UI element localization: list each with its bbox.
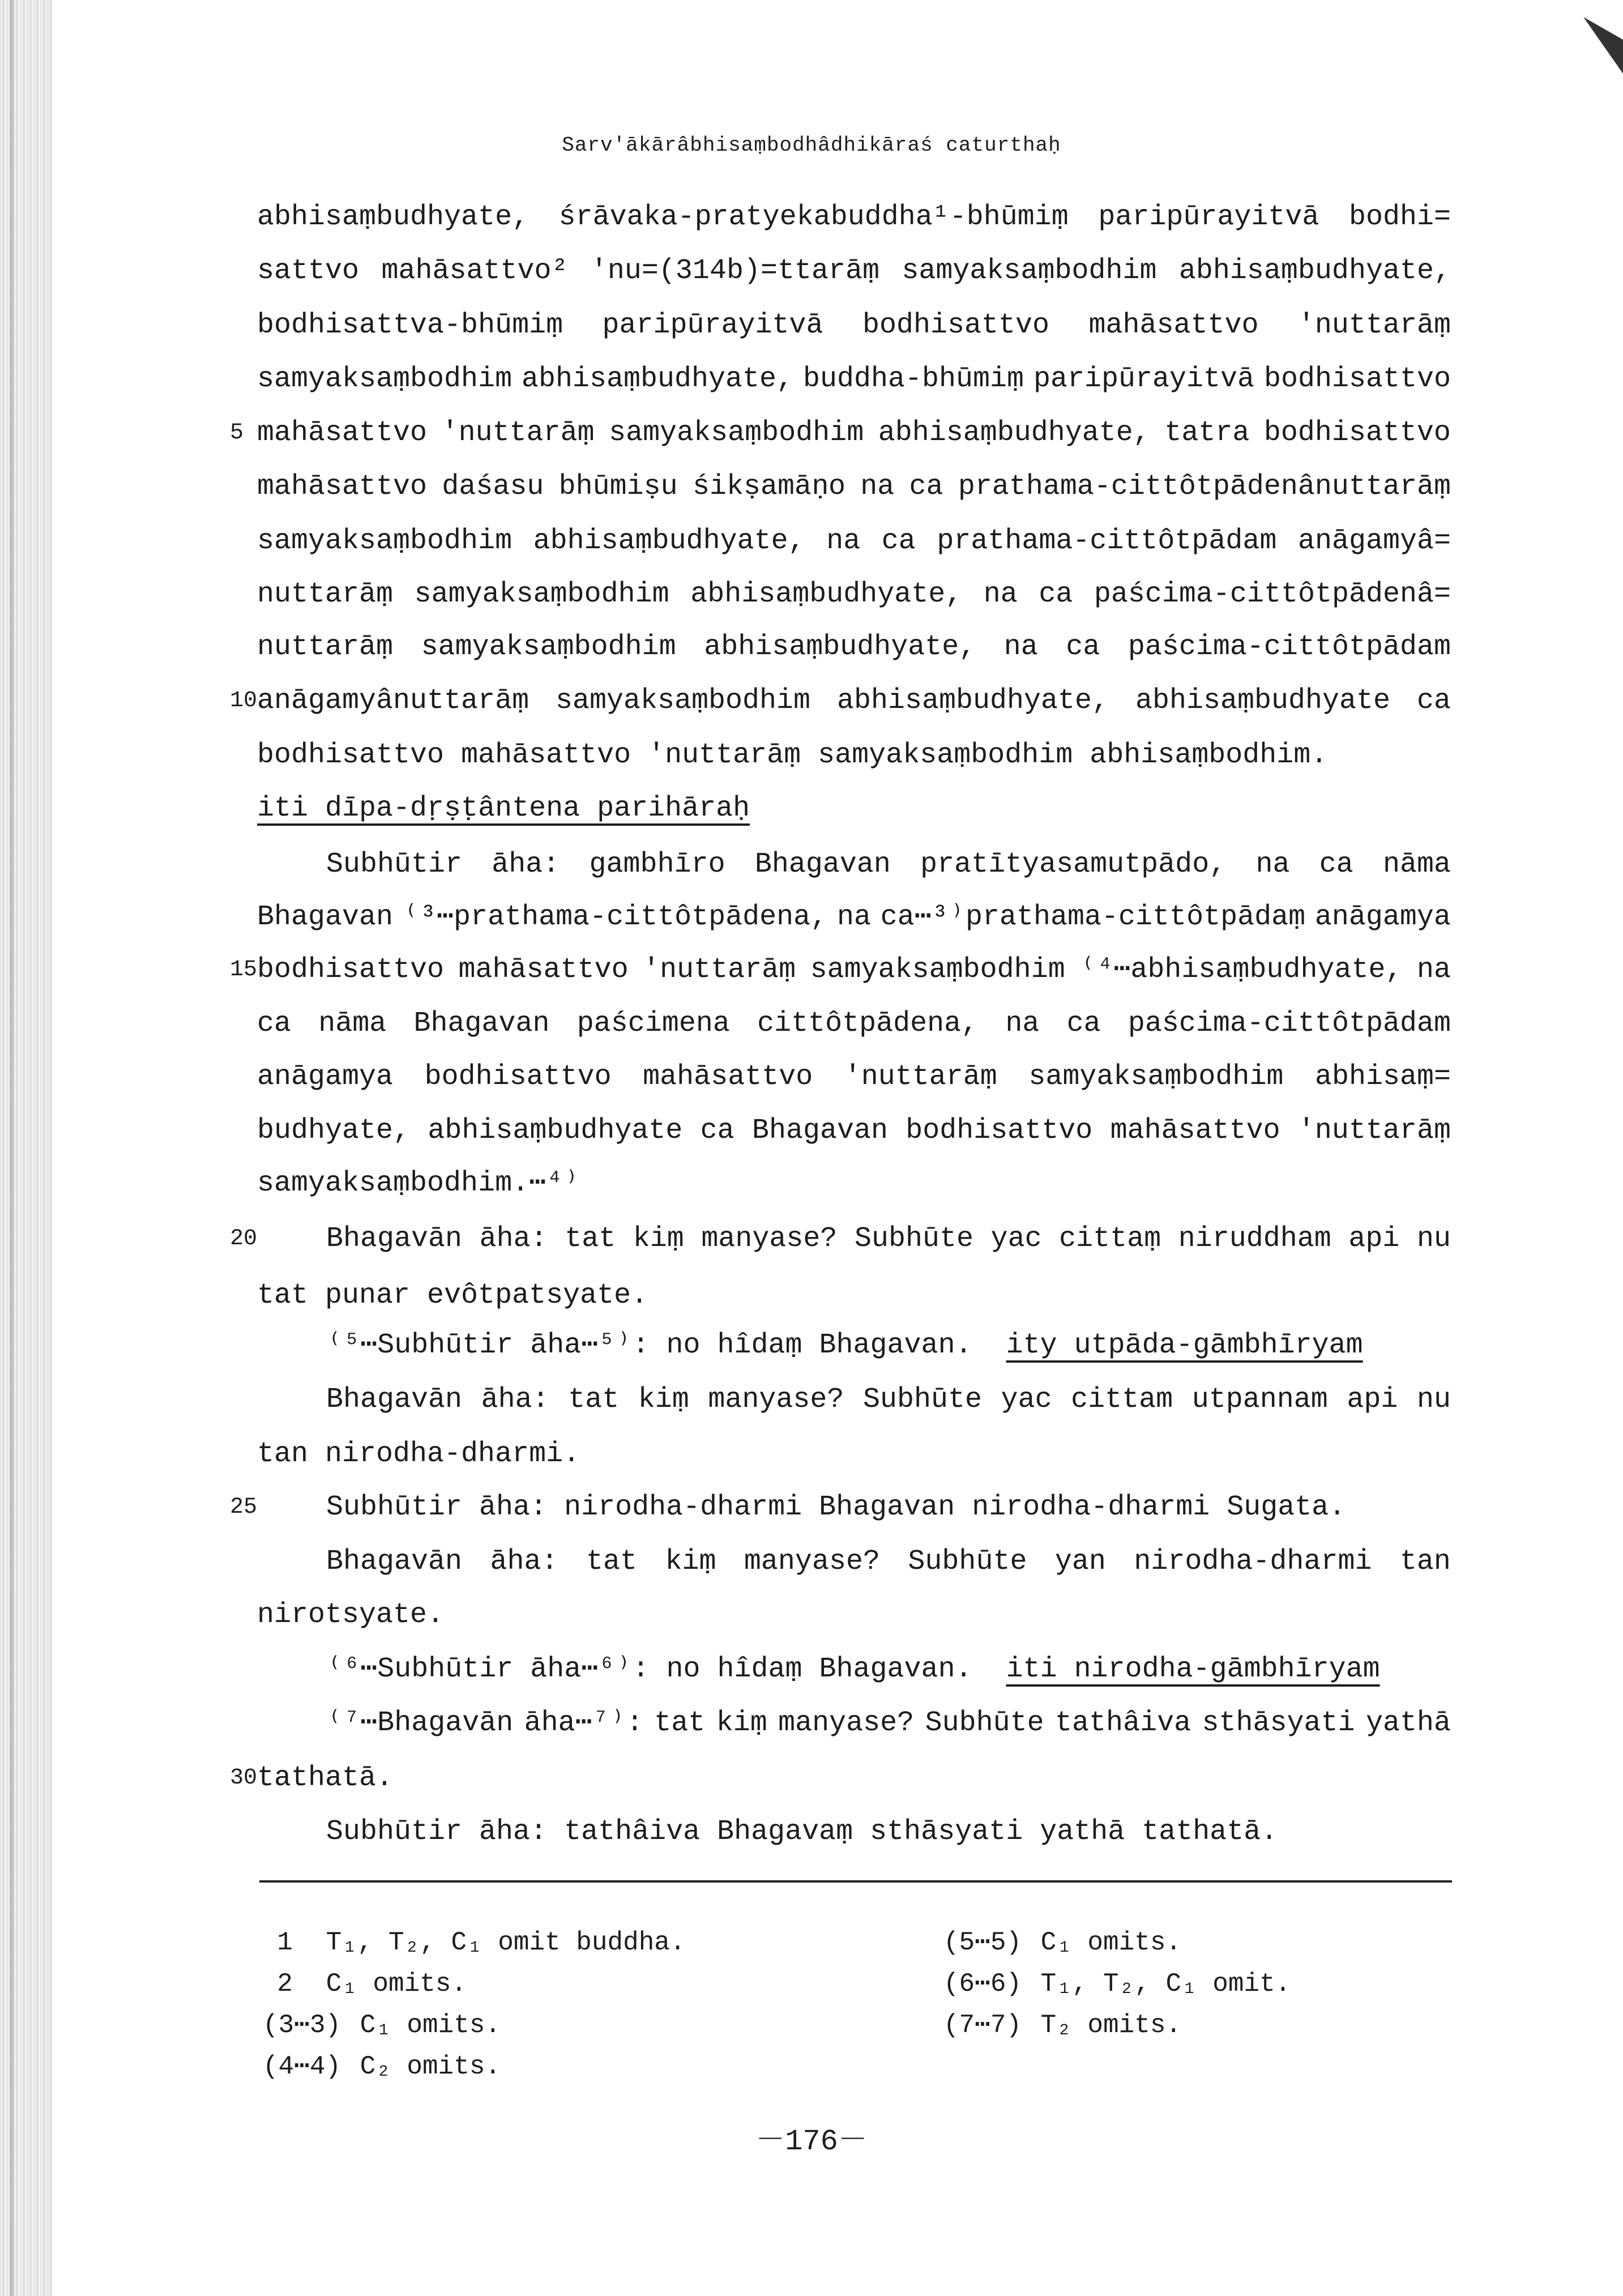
footnote: (5⋯5) C₁ omits. <box>943 1928 1182 1957</box>
line-number: 20 <box>230 1226 258 1252</box>
line-number: 30 <box>230 1765 258 1791</box>
text-line: Bhagavān āha: tat kiṃ manyase? Subhūte yac cittam utpannam api nu <box>326 1384 1451 1416</box>
line-number: 15 <box>230 957 258 983</box>
text-line: Subhūtir āha: nirodha-dharmi Bhagavan nirodha-dharmi Sugata. <box>326 1491 1346 1523</box>
text-line: nirotsyate. <box>257 1599 445 1631</box>
section-heading: iti dīpa-dṛṣṭântena parihāraḥ <box>257 792 750 825</box>
text-line: samyaksaṃbodhim abhisaṃbudhyate, na ca prathama-cittôtpādam anāgamyâ= <box>257 525 1451 557</box>
text-line: samyaksaṃbodhim abhisaṃbudhyate, buddha-bhūmiṃ paripūrayitvā bodhisattvo <box>257 363 1451 395</box>
scan-binding-edge <box>0 0 52 2296</box>
text-line: Subhūtir āha: tathâiva Bhagavaṃ sthāsyati yathā tathatā. <box>326 1816 1278 1848</box>
text-line: samyaksaṃbodhim.⋯⁴⁾ <box>257 1167 580 1200</box>
text-line: mahāsattvo daśasu bhūmiṣu śikṣamāṇo na ca prathama-cittôtpādenânuttarāṃ <box>257 471 1451 503</box>
text-line: bodhisattvo mahāsattvo 'nuttarāṃ samyaksaṃbodhim abhisaṃbodhim. <box>257 739 1328 771</box>
text-line: bodhisattvo mahāsattvo 'nuttarāṃ samyaksaṃbodhim ⁽⁴⋯abhisaṃbudhyate, na <box>257 954 1451 986</box>
footnote-rule <box>259 1880 1452 1883</box>
subsection-label: iti nirodha-gāmbhīryam <box>1006 1653 1380 1685</box>
text-line: Bhagavān āha: tat kiṃ manyase? Subhūte yan nirodha-dharmi tan <box>326 1546 1451 1578</box>
running-head: Sarv'ākārâbhisaṃbodhâdhikāraś caturthaḥ <box>562 134 1061 157</box>
line-number: 10 <box>230 688 258 714</box>
footnote: (7⋯7) T₂ omits. <box>943 2011 1182 2040</box>
footnote: (3⋯3) C₁ omits. <box>262 2011 501 2040</box>
text-line: budhyate, abhisaṃbudhyate ca Bhagavan bodhisattvo mahāsattvo 'nuttarāṃ <box>257 1115 1451 1147</box>
text-line: ca nāma Bhagavan paścimena cittôtpādena, na ca paścima-cittôtpādam <box>257 1008 1451 1040</box>
text-line: sattvo mahāsattvo² 'nu=(314b)=ttarāṃ samyaksaṃbodhim abhisaṃbudhyate, <box>257 255 1451 287</box>
footnote: 2 C₁ omits. <box>277 1969 467 1999</box>
text-line: mahāsattvo 'nuttarāṃ samyaksaṃbodhim abhisaṃbudhyate, tatra bodhisattvo <box>257 417 1451 449</box>
line-number: 5 <box>230 420 244 446</box>
text-line: abhisaṃbudhyate, śrāvaka-pratyekabuddha¹-bhūmiṃ paripūrayitvā bodhi= <box>257 201 1451 233</box>
text-line: ⁽⁶⋯Subhūtir āha⋯⁶⁾: no hîdaṃ Bhagavan. iti nirodha-gāmbhīryam <box>326 1647 1451 1692</box>
text-line: Subhūtir āha: gambhīro Bhagavan pratītyasamutpādo, na ca nāma <box>326 848 1451 881</box>
text-line: bodhisattva-bhūmiṃ paripūrayitvā bodhisattvo mahāsattvo 'nuttarāṃ <box>257 309 1451 342</box>
footnote: (4⋯4) C₂ omits. <box>262 2052 501 2081</box>
text-line: Bhagavan ⁽³⋯prathama-cittôtpādena, na ca⋯³⁾prathama-cittôtpādaṃ anāgamya <box>257 901 1451 933</box>
footnote: (6⋯6) T₁, T₂, C₁ omit. <box>943 1969 1291 1999</box>
footnote: 1 T₁, T₂, C₁ omit buddha. <box>277 1928 686 1957</box>
text-line: ⁽⁵⋯Subhūtir āha⋯⁵⁾: no hîdaṃ Bhagavan. ity utpāda-gāmbhīryam <box>326 1323 1451 1368</box>
text-line: nuttarāṃ samyaksaṃbodhim abhisaṃbudhyate, na ca paścima-cittôtpādenâ= <box>257 578 1451 611</box>
text-line: nuttarāṃ samyaksaṃbodhim abhisaṃbudhyate, na ca paścima-cittôtpādam <box>257 631 1451 663</box>
text-line: Bhagavān āha: tat kiṃ manyase? Subhūte yac cittaṃ niruddham api nu <box>326 1223 1451 1255</box>
line-number: 25 <box>230 1495 258 1520</box>
subsection-label: ity utpāda-gāmbhīryam <box>1006 1329 1363 1362</box>
text-line: anāgamya bodhisattvo mahāsattvo 'nuttarāṃ samyaksaṃbodhim abhisaṃ= <box>257 1061 1451 1093</box>
text-line: ⁽⁷⋯Bhagavān āha⋯⁷⁾: tat kiṃ manyase? Subhūte tathâiva sthāsyati yathā <box>326 1707 1451 1739</box>
text-line: tat punar evôtpatsyate. <box>257 1279 648 1312</box>
text-line: anāgamyânuttarāṃ samyaksaṃbodhim abhisaṃbudhyate, abhisaṃbudhyate ca <box>257 685 1451 717</box>
scan-corner-mark <box>1583 17 1623 74</box>
text-line: tan nirodha-dharmi. <box>257 1438 580 1470</box>
text-line: tathatā. <box>257 1762 394 1794</box>
page-number: －176－ <box>755 2125 868 2158</box>
